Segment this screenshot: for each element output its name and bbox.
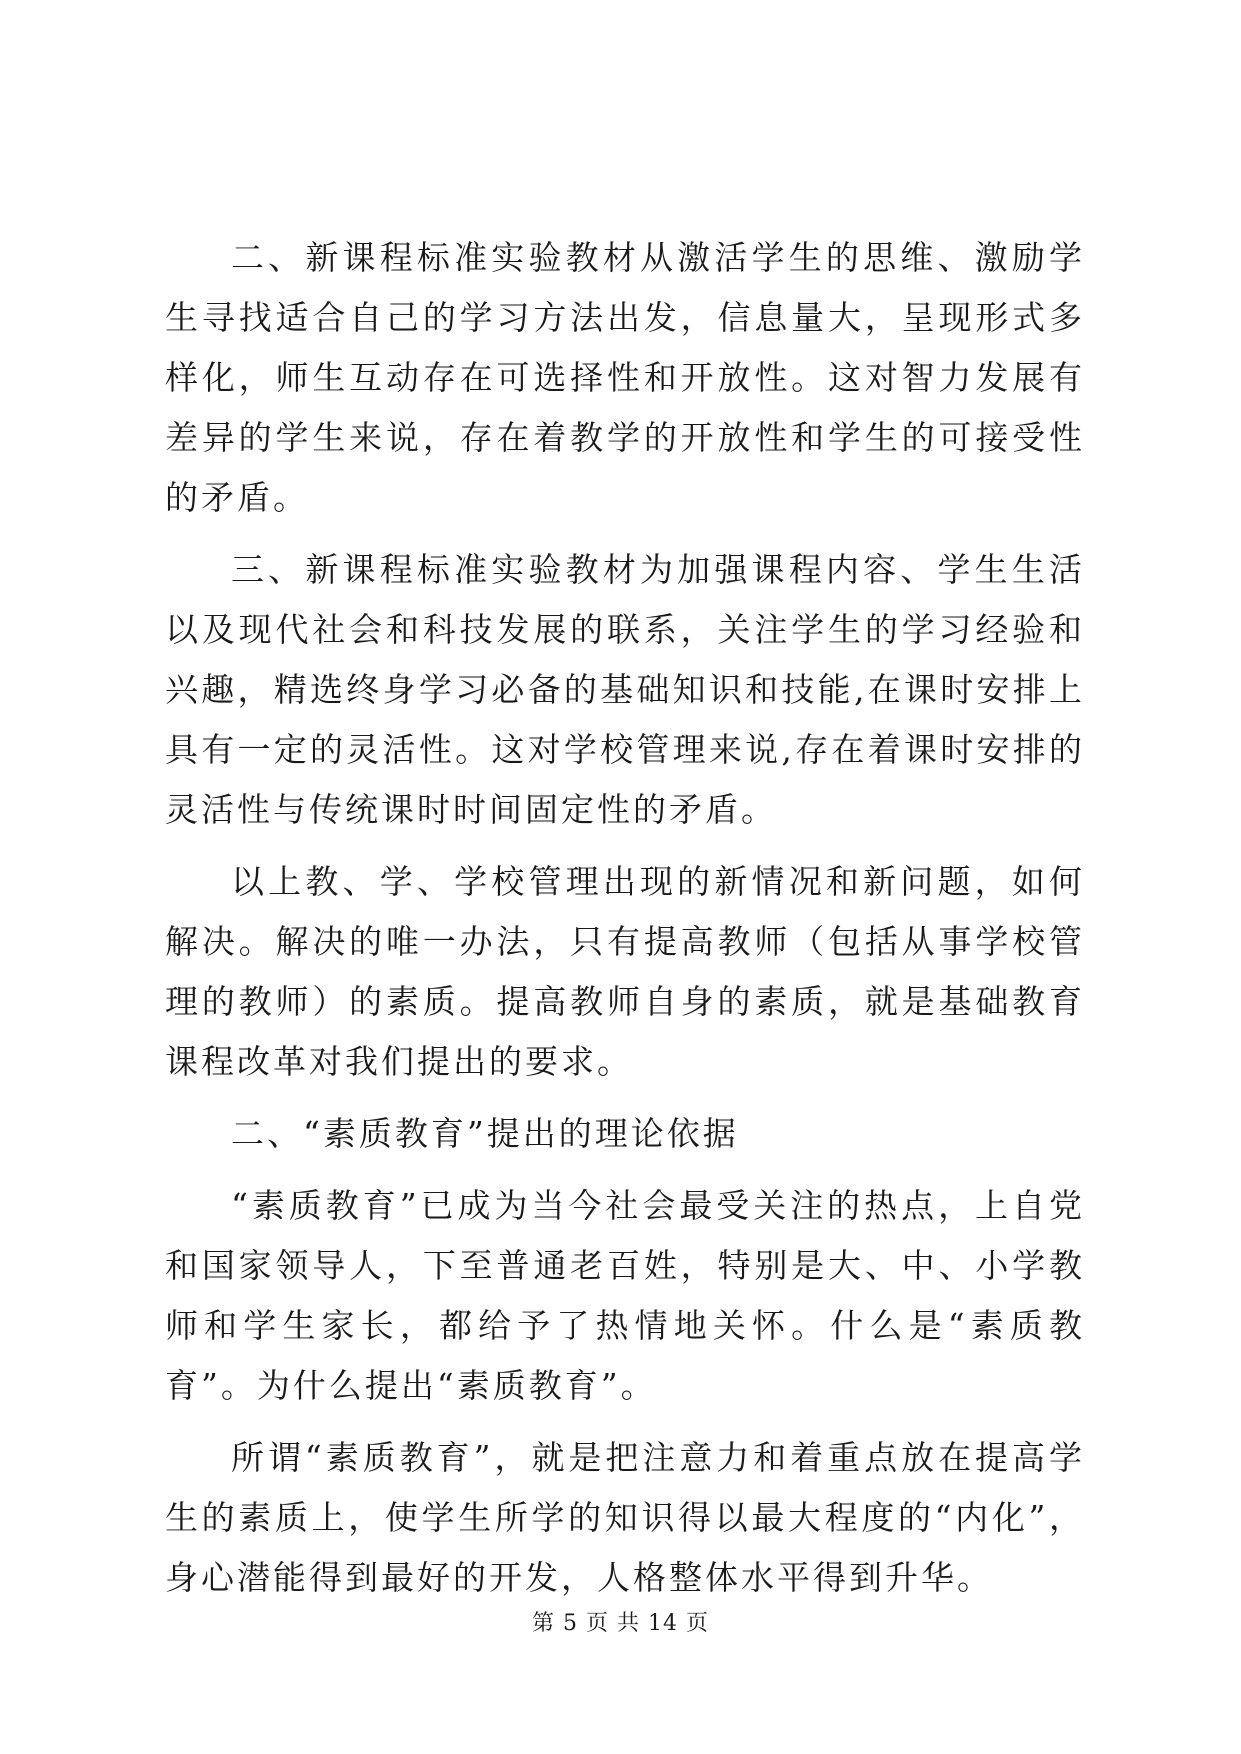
paragraph-quality-education-definition: 所谓“素质教育”，就是把注意力和着重点放在提高学生的素质上，使学生所学的知识得以最大程度的“内化”，身心潜能得到最好的开发，人格整体水平得到升华。 xyxy=(165,1438,1085,1597)
section-heading: 二、“素质教育”提出的理论依据 xyxy=(231,1114,739,1153)
paragraph-curriculum-openness: 二、新课程标准实验教材从激活学生的思维、激励学生寻找适合自己的学习方法出发，信息量大，呈现形式多样化，师生互动存在可选择性和开放性。这对智力发展有差异的学生来说，存在着教学的开放性和学生的可接受性的矛盾。 xyxy=(165,238,1085,517)
page-number-footer: 第 5 页 共 14 页 xyxy=(532,1611,709,1636)
document-body xyxy=(165,228,1085,1620)
paragraph-teacher-quality: 以上教、学、学校管理出现的新情况和新问题，如何解决。解决的唯一办法，只有提高教师（包括从事学校管理的教师）的素质。提高教师自身的素质，就是基础教育课程改革对我们提出的要求。 xyxy=(165,862,1085,1081)
paragraph-class-schedule: 三、新课程标准实验教材为加强课程内容、学生生活以及现代社会和科技发展的联系，关注学生的学习经验和兴趣，精选终身学习必备的基础知识和技能,在课时安排上具有一定的灵活性。这对学校管理来说,存在着课时安排的灵活性与传统课时时间固定性的矛盾。 xyxy=(165,550,1085,829)
paragraph-quality-education-focus: “素质教育”已成为当今社会最受关注的热点，上自党和国家领导人，下至普通老百姓，特别是大、中、小学教师和学生家长，都给予了热情地关怀。什么是“素质教育”。为什么提出“素质教育”。 xyxy=(165,1186,1085,1405)
